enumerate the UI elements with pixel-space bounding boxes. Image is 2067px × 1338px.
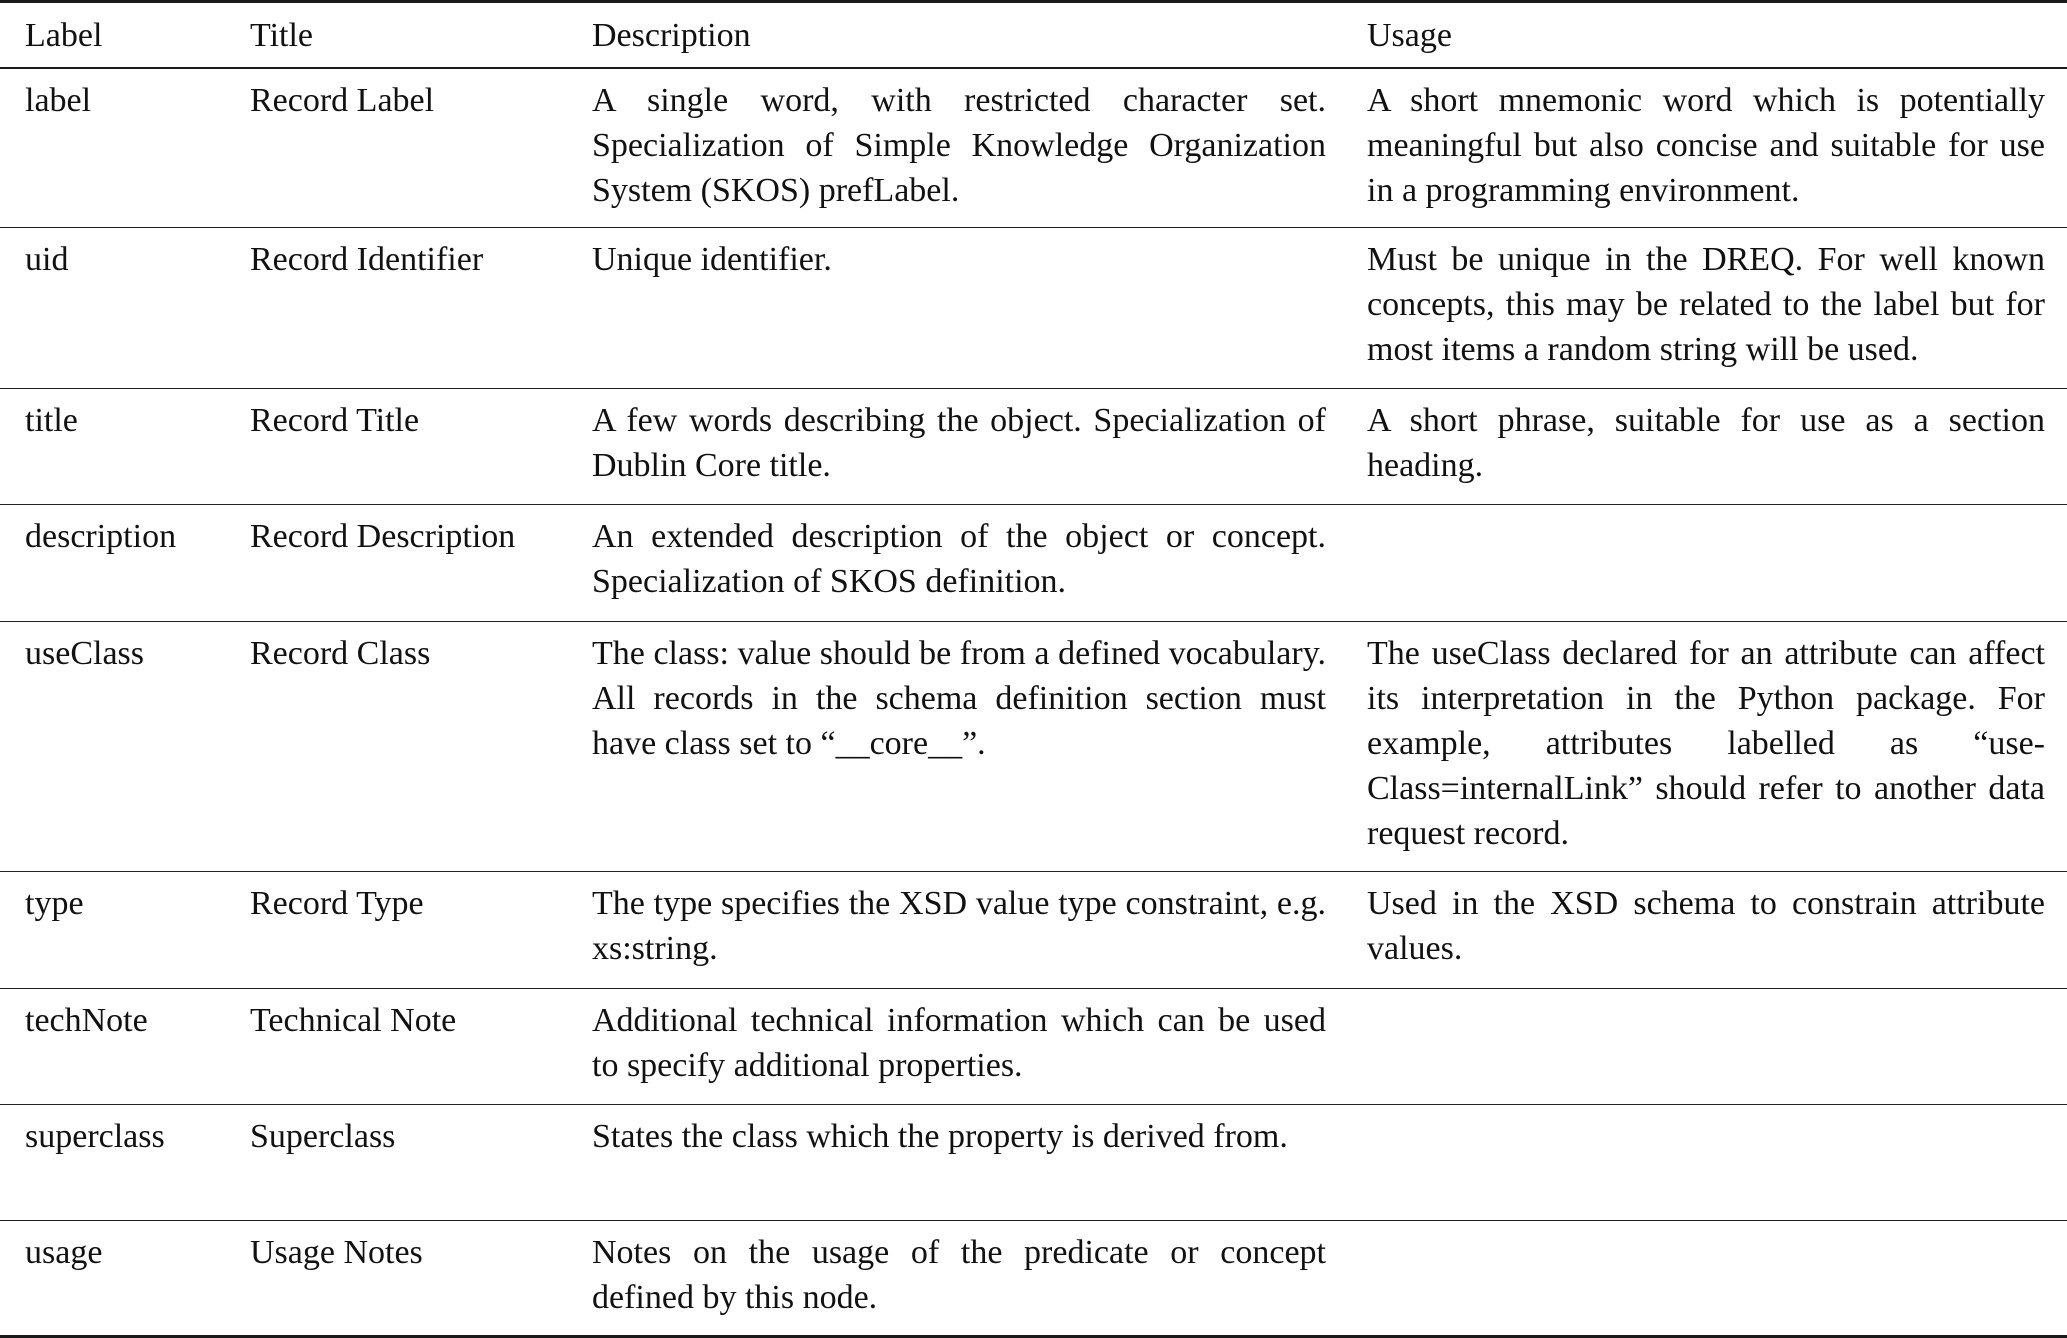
- cell-description: [567, 505, 1342, 622]
- cell-title: [225, 622, 567, 872]
- table-row: [0, 872, 2067, 989]
- cell-description-text: An extended description of the object or concept. Specialization of SKOS definition.: [592, 518, 1326, 600]
- table-row: [0, 622, 2067, 872]
- table-row: [0, 228, 2067, 389]
- cell-usage-text: Must be unique in the DREQ. For well known concepts, this may be related to the label but for most items a random string will be used.: [1367, 241, 2045, 368]
- cell-label-text: type: [25, 885, 84, 922]
- table-row: [0, 1221, 2067, 1337]
- cell-title: [225, 1221, 567, 1337]
- cell-label-text: title: [25, 402, 78, 439]
- cell-title-text: Record Identifier: [250, 241, 484, 278]
- table-row: [0, 989, 2067, 1105]
- cell-label-text: superclass: [25, 1118, 165, 1155]
- cell-label: [0, 389, 225, 505]
- cell-description: [567, 622, 1342, 872]
- cell-label-text: description: [25, 518, 177, 555]
- table-row: [0, 389, 2067, 505]
- cell-title: [225, 68, 567, 228]
- cell-usage-text: [1367, 1221, 2045, 1240]
- cell-description-text: Unique identifier.: [592, 241, 832, 278]
- cell-title: [225, 989, 567, 1105]
- cell-usage-text: A short phrase, suitable for use as a section heading.: [1367, 402, 2045, 484]
- table-row: [0, 505, 2067, 622]
- cell-title: [225, 1105, 567, 1221]
- cell-label-text: usage: [25, 1234, 103, 1271]
- cell-description-text: A few words describing the object. Specialization of Dublin Core title.: [592, 402, 1326, 484]
- cell-title: [225, 228, 567, 389]
- cell-usage: [1342, 1105, 2067, 1221]
- cell-usage: [1342, 989, 2067, 1105]
- table-row: [0, 1105, 2067, 1221]
- cell-title-text: Record Class: [250, 635, 431, 672]
- table-row: [0, 68, 2067, 228]
- cell-usage: [1342, 389, 2067, 505]
- cell-label: [0, 872, 225, 989]
- cell-description: [567, 68, 1342, 228]
- cell-description-text: Additional technical information which can be used to specify additional properties.: [592, 1002, 1326, 1084]
- header-title-text: Title: [250, 16, 314, 54]
- cell-title-text: Record Type: [250, 885, 424, 922]
- table-header-row: [0, 2, 2067, 69]
- cell-usage-text: Used in the XSD schema to constrain attribute values.: [1367, 885, 2045, 967]
- cell-title: [225, 505, 567, 622]
- cell-description-text: States the class which the property is derived from.: [592, 1118, 1288, 1155]
- cell-label: [0, 505, 225, 622]
- cell-usage: [1342, 622, 2067, 872]
- cell-usage-text: The useClass declared for an attribute can affect its interpretation in the Python package. For example, attributes labelled as “useClass=internalLink” should refer to another data request record.: [1367, 635, 2045, 852]
- cell-title: [225, 872, 567, 989]
- cell-usage-text: A short mnemonic word which is potentially meaningful but also concise and suitable for use in a programming environment.: [1367, 82, 2045, 209]
- cell-usage-text: [1367, 505, 2045, 524]
- cell-description: [567, 228, 1342, 389]
- cell-label: [0, 68, 225, 228]
- header-label-text: Label: [25, 16, 103, 54]
- cell-title-text: Record Title: [250, 402, 420, 439]
- cell-title-text: Usage Notes: [250, 1234, 423, 1271]
- cell-description: [567, 1221, 1342, 1337]
- header-description: [567, 2, 1342, 69]
- cell-usage-text: [1367, 1105, 2045, 1124]
- cell-label: [0, 1105, 225, 1221]
- cell-usage: [1342, 1221, 2067, 1337]
- header-label: [0, 2, 225, 69]
- cell-title-text: Record Description: [250, 518, 516, 555]
- header-title: [225, 2, 567, 69]
- cell-label-text: techNote: [25, 1002, 148, 1039]
- cell-usage-text: [1367, 989, 2045, 1008]
- header-usage: [1342, 2, 2067, 69]
- cell-label: [0, 989, 225, 1105]
- cell-title: [225, 389, 567, 505]
- cell-usage: [1342, 228, 2067, 389]
- cell-label: [0, 228, 225, 389]
- cell-usage: [1342, 68, 2067, 228]
- cell-label: [0, 1221, 225, 1337]
- header-usage-text: Usage: [1367, 16, 1452, 54]
- cell-description-text: A single word, with restricted character set. Specialization of Simple Knowledge Organization System (SKOS) prefLabel.: [592, 82, 1326, 209]
- cell-usage: [1342, 505, 2067, 622]
- cell-label-text: uid: [25, 241, 69, 278]
- cell-description: [567, 389, 1342, 505]
- cell-description: [567, 872, 1342, 989]
- cell-title-text: Superclass: [250, 1118, 396, 1155]
- cell-description-text: The type specifies the XSD value type constraint, e.g. xs:string.: [592, 885, 1326, 967]
- cell-title-text: Record Label: [250, 82, 435, 119]
- cell-label-text: useClass: [25, 635, 144, 672]
- cell-description: [567, 1105, 1342, 1221]
- cell-description-text: The class: value should be from a defined vocabulary. All records in the schema definition section must have class set to “__core__”.: [592, 635, 1326, 762]
- cell-description-text: Notes on the usage of the predicate or concept defined by this node.: [592, 1234, 1326, 1316]
- cell-title-text: Technical Note: [250, 1002, 457, 1039]
- header-description-text: Description: [592, 16, 751, 54]
- cell-usage: [1342, 872, 2067, 989]
- cell-label: [0, 622, 225, 872]
- cell-label-text: label: [25, 82, 92, 119]
- cell-description: [567, 989, 1342, 1105]
